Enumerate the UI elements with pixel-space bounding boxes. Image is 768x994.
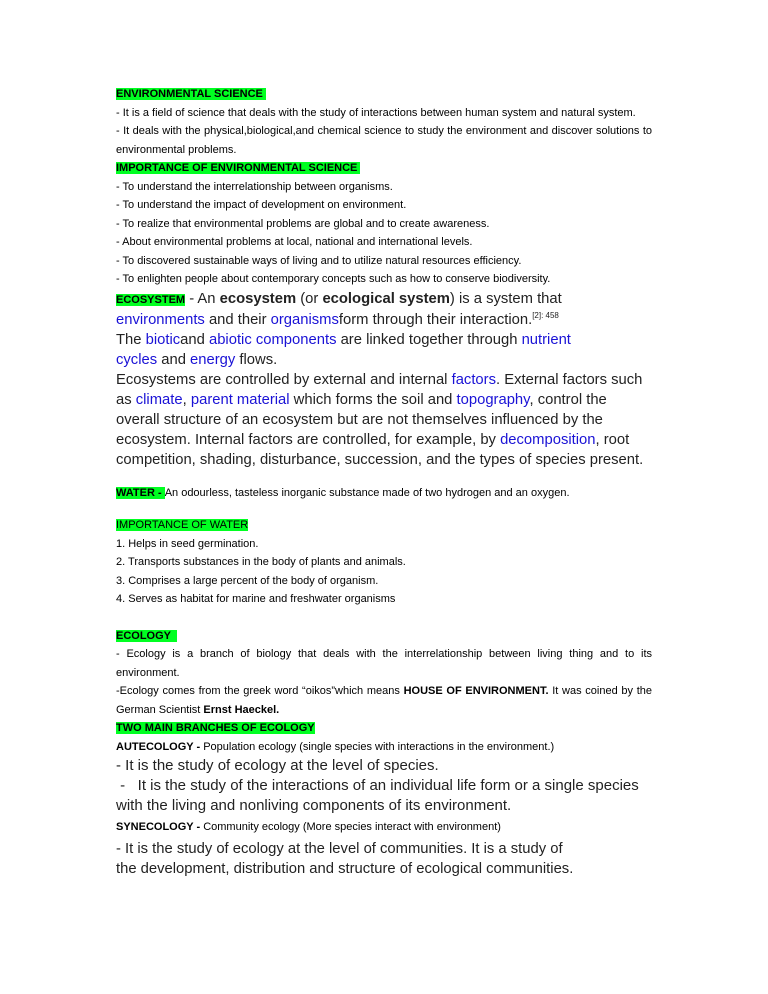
link-organisms[interactable]: organisms (270, 311, 339, 328)
document-page (116, 85, 652, 879)
env-def-2: - It deals with the physical,biological,and chemical science to study the environment and discover solutions to environmental problems. (116, 125, 652, 156)
env-heading: ENVIRONMENTAL SCIENCE (116, 88, 263, 100)
synecology-label: SYNECOLOGY - (116, 821, 204, 833)
water-importance-heading: IMPORTANCE OF WATER (116, 519, 249, 531)
link-decomposition[interactable]: decomposition (500, 431, 596, 448)
ecology-def-2: -Ecology comes from the greek word “oikos”which means HOUSE OF ENVIRONMENT. It was coined by the German Scientist Ernst Haeckel. (116, 685, 653, 716)
env-heading-line (116, 85, 652, 104)
branches-heading: TWO MAIN BRANCHES OF ECOLOGY (116, 722, 315, 734)
water-line (116, 484, 652, 503)
importance-heading-line (116, 159, 652, 178)
autecology-point-1: - It is the study of ecology at the level of species. (116, 757, 439, 774)
env-def-1: - It is a field of science that deals with the study of interactions between human system and natural system. (116, 106, 636, 119)
ecology-def-1: - Ecology is a branch of biology that deals with the interrelationship between living thing and to its environment. (116, 648, 652, 679)
autecology-point-2: - It is the study of the interactions of an individual life form or a single species with the living and nonliving components of its environment. (116, 777, 643, 814)
link-abiotic[interactable]: abiotic components (208, 331, 337, 348)
importance-item: - To understand the interrelationship between organisms. (116, 180, 393, 193)
synecology-line: SYNECOLOGY - Community ecology (More species interact with environment) (116, 821, 501, 833)
branches-heading-line (116, 719, 652, 738)
ecology-heading-line (116, 627, 652, 646)
link-climate[interactable]: climate (135, 391, 183, 408)
link-topography[interactable]: topography (456, 391, 530, 408)
synecology-point-1: - It is the study of ecology at the level of communities. It is a study of the development, distribution and structure of ecological communities. (116, 840, 574, 877)
link-nutrient-cycles[interactable]: nutrient cycles (116, 331, 571, 368)
link-biotic[interactable]: biotic (145, 331, 181, 348)
ecosystem-heading: ECOSYSTEM (116, 293, 186, 306)
water-importance-heading-line (116, 516, 652, 535)
ecosystem-paragraph-1: ECOSYSTEM - An ecosystem (or ecological system) is a system that environments and their organismsform through their interaction.$^{[2]: 458}$ The bioticand abiotic components are linked together through nutrient cycles and energy flows. (116, 290, 571, 368)
link-environments[interactable]: environments (116, 311, 205, 328)
importance-item: - To discovered sustainable ways of living and to utilize natural resources efficiency. (116, 254, 522, 267)
importance-item: - To understand the impact of development on environment. (116, 199, 407, 211)
importance-item: - About environmental problems at local, national and international levels. (116, 236, 473, 248)
autecology-label: AUTECOLOGY - (116, 740, 204, 753)
link-factors[interactable]: factors (451, 371, 496, 388)
water-item: 1. Helps in seed germination. (116, 537, 259, 550)
importance-item: - To enlighten people about contemporary concepts such as how to conserve biodiversity. (116, 273, 551, 285)
water-item: 4. Serves as habitat for marine and freshwater organisms (116, 593, 396, 605)
ecology-heading: ECOLOGY (116, 629, 172, 642)
autecology-line: AUTECOLOGY - Population ecology (single species with interactions in the environment.) (116, 740, 555, 753)
citation[interactable]: [2]: 458 (532, 310, 559, 320)
importance-heading: IMPORTANCE OF ENVIRONMENTAL SCIENCE (116, 162, 358, 174)
importance-item: - To realize that environmental problems are global and to create awareness. (116, 217, 490, 230)
link-energy[interactable]: energy (190, 351, 236, 368)
ecosystem-paragraph-2: Ecosystems are controlled by external and internal factors. External factors such as climate, parent material which forms the soil and topography, control the overall structure of an ecosystem but are not themselves influenced by the ecosystem. Internal factors are controlled, for example, by decomposition, root competition, shading, disturbance, succession, and the types of species present. (116, 371, 644, 468)
water-heading: WATER - (116, 486, 165, 499)
water-item: 3. Comprises a large percent of the body of organism. (116, 574, 379, 587)
water-item: 2. Transports substances in the body of plants and animals. (116, 556, 406, 568)
water-def: An odourless, tasteless inorganic substance made of two hydrogen and an oxygen. (164, 486, 570, 499)
link-parent-material[interactable]: parent material (190, 391, 290, 408)
